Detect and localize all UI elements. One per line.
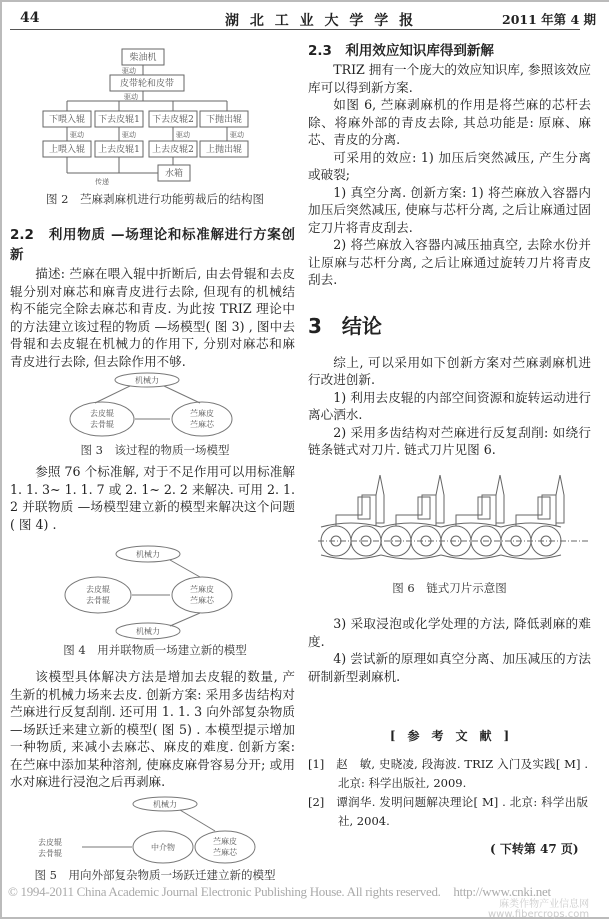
reference-item-1: [1] 赵 敏, 史晓凌, 段海波. TRIZ 入门及实践[ M] . 北京: 科学出版社, 2009. xyxy=(308,757,588,790)
figure-2-caption: 图 2 苎麻剥麻机进行功能剪裁后的结构图 xyxy=(46,192,264,206)
page-number: 44 xyxy=(20,10,40,26)
section-2-2-heading: 2.2 利用物质 —场理论和标准解进行方案创新 xyxy=(10,227,295,263)
fig5-object: 苎麻皮 xyxy=(213,837,237,846)
section-2-3-heading: 2.3 利用效应知识库得到新解 xyxy=(308,43,494,59)
fig4-object: 苎麻芯 xyxy=(190,596,214,605)
reference-item-2: [2] 谭润华. 发明问题解决理论[ M] . 北京: 科学出版社, 2004. xyxy=(308,795,588,828)
fig4-force: 机械力 xyxy=(136,627,160,636)
fig3-object: 苎麻皮 xyxy=(190,409,214,418)
fig3-tool: 去皮辊 xyxy=(90,409,114,418)
fig2-upper-3: 上抛出辊 xyxy=(205,145,243,155)
fig4-force: 机械力 xyxy=(136,550,160,559)
continued-note: ( 下转第 47 页) xyxy=(490,842,579,856)
section-3-paragraph-5: 4) 尝试新的原理如真空分离、加压减压的方法研制新型剥麻机. xyxy=(308,651,591,684)
fig2-drive: 驱动 xyxy=(122,67,136,75)
fig2-drive: 驱动 xyxy=(124,93,138,101)
section-2-3-paragraph-4: 1) 真空分离. 创新方案: 1) 将苎麻放入容器内加压后突然减压, 使麻与芯杆分离, 之后让麻通过固定刀片将青皮刮去. xyxy=(308,184,591,235)
watermark-url: www.fibercrops.com xyxy=(488,908,590,920)
header-rule xyxy=(10,29,580,30)
journal-title: 湖 北 工 业 大 学 学 报 xyxy=(225,13,417,29)
figure-5-caption: 图 5 用向外部复杂物质一场跃迁建立新的模型 xyxy=(34,868,276,882)
fig3-force: 机械力 xyxy=(135,376,159,385)
fig2-lower-2: 下去皮辊2 xyxy=(152,115,194,125)
section-3-heading: 3 结论 xyxy=(308,314,382,338)
figure-3-diagram xyxy=(60,372,240,440)
fig2-drive: 驱动 xyxy=(70,131,84,139)
fig2-upper-0: 上喂入辊 xyxy=(48,145,86,155)
figure-2-diagram xyxy=(40,45,260,185)
fig5-medium: 中介物 xyxy=(151,843,175,852)
fig2-drive: 驱动 xyxy=(230,131,244,139)
fig2-transfer: 传递 xyxy=(95,178,109,185)
section-2-3-paragraph-5: 2) 将苎麻放入容器内减压抽真空, 去除水份并让原麻与芯杆分离, 之后让麻通过旋转刀片将青皮刮去. xyxy=(308,237,591,287)
fig2-lower-3: 下抛出辊 xyxy=(205,115,243,125)
section-2-2-paragraph-1: 描述: 苎麻在喂入辊中折断后, 由去骨辊和去皮辊分别对麻芯和麻青皮进行去除, 但现有的机械结构不能完全除去麻芯和青皮. 为此按 TRIZ 理论中的方法建立该过程的物质 —场模型( 图 3) , 图中去骨辊和去皮辊在机械力的作用下, 分别对麻芯和麻青皮进行去除, 但去除作用不够. xyxy=(10,266,295,369)
fig5-force: 机械力 xyxy=(153,800,177,809)
fig5-tool: 去骨辊 xyxy=(38,849,62,858)
figure-6-chain-blade-drawing xyxy=(318,475,590,575)
fig4-tool: 去骨辊 xyxy=(86,596,110,605)
fig4-object: 苎麻皮 xyxy=(190,585,214,594)
fig2-diesel: 柴油机 xyxy=(129,53,157,63)
figure-3-caption: 图 3 该过程的物质一场模型 xyxy=(80,443,230,457)
figure-4-diagram xyxy=(60,545,240,640)
watermark-cn: 麻类作物产业信息网 xyxy=(499,899,590,910)
fig2-drive: 驱动 xyxy=(122,131,136,139)
figure-5-diagram xyxy=(30,795,270,867)
section-2-3-paragraph-3: 可采用的效应: 1) 加压后突然减压, 产生分离或破裂; xyxy=(308,149,591,182)
section-3-paragraph-1: 综上, 可以采用如下创新方案对苎麻剥麻机进行改进创新. xyxy=(308,354,591,387)
section-2-2-paragraph-2: 参照 76 个标准解, 对于不足作用可以用标准解 1. 1. 3~ 1. 1. 7 或 2. 1~ 2. 2 来解决. 可用 2. 1. 2 并联物质 —场模型建立新的模型来解决这个问题( 图 4) . xyxy=(10,464,295,532)
section-3-paragraph-4: 3) 采取浸泡或化学处理的方法, 降低剥麻的难度. xyxy=(308,616,591,649)
fig4-tool: 去皮辊 xyxy=(86,585,110,594)
fig3-tool: 去骨辊 xyxy=(90,420,114,429)
fig2-upper-2: 上去皮辊2 xyxy=(152,145,194,155)
fig2-drive: 驱动 xyxy=(176,131,190,139)
fig3-object: 苎麻芯 xyxy=(190,420,214,429)
issue: 2011 年第 4 期 xyxy=(502,12,597,27)
section-2-3-paragraph-1: TRIZ 拥有一个庞大的效应知识库, 参照该效应库可以得到新方案. xyxy=(308,62,591,95)
fig2-tank: 水箱 xyxy=(164,169,184,179)
references-heading: [ 参 考 文 献 ] xyxy=(389,729,510,743)
section-2-2-paragraph-3: 该模型具体解决方法是增加去皮辊的数量, 产生新的机械力场来去皮. 创新方案: 采用多齿结构对苎麻进行反复刮削. 还可用 1. 1. 3 向外部复杂物质 —场跃迁来建立新的模型( 图 5) . 本模型提示增加一种物质, 来减小去麻芯、麻皮的难度. 创新方案: 在苎麻中添加某种溶剂, 使麻皮麻骨容易分开; 或用水对麻进行浸泡之后再剥麻. xyxy=(10,669,295,789)
fig5-object: 苎麻芯 xyxy=(213,848,237,857)
section-3-paragraph-3: 2) 采用多齿结构对苎麻进行反复刮削: 如绕行链条链式对刀片. 链式刀片见图 6. xyxy=(308,424,591,457)
fig2-lower-0: 下喂入辊 xyxy=(48,115,86,125)
section-3-paragraph-2: 1) 利用去皮辊的内部空间资源和旋转运动进行离心洒水. xyxy=(308,389,591,422)
fig2-lower-1: 下去皮辊1 xyxy=(98,115,140,125)
copyright-footer: © 1994-2011 China Academic Journal Electronic Publishing House. All rights reserved. http://www.cnki.net xyxy=(8,884,551,899)
figure-6-caption: 图 6 链式刀片示意图 xyxy=(392,581,507,595)
watermark xyxy=(488,900,589,919)
fig5-tool: 去皮辊 xyxy=(38,838,62,847)
section-2-3-paragraph-2: 如图 6, 苎麻剥麻机的作用是将苎麻的芯杆去除、将麻外部的青皮去除, 其总功能是: 原麻、麻芯、青皮的分离. xyxy=(308,97,591,147)
figure-4-caption: 图 4 用并联物质一场建立新的模型 xyxy=(63,643,247,657)
fig2-belt: 皮带轮和皮带 xyxy=(119,79,175,89)
fig2-upper-1: 上去皮辊1 xyxy=(98,145,140,155)
